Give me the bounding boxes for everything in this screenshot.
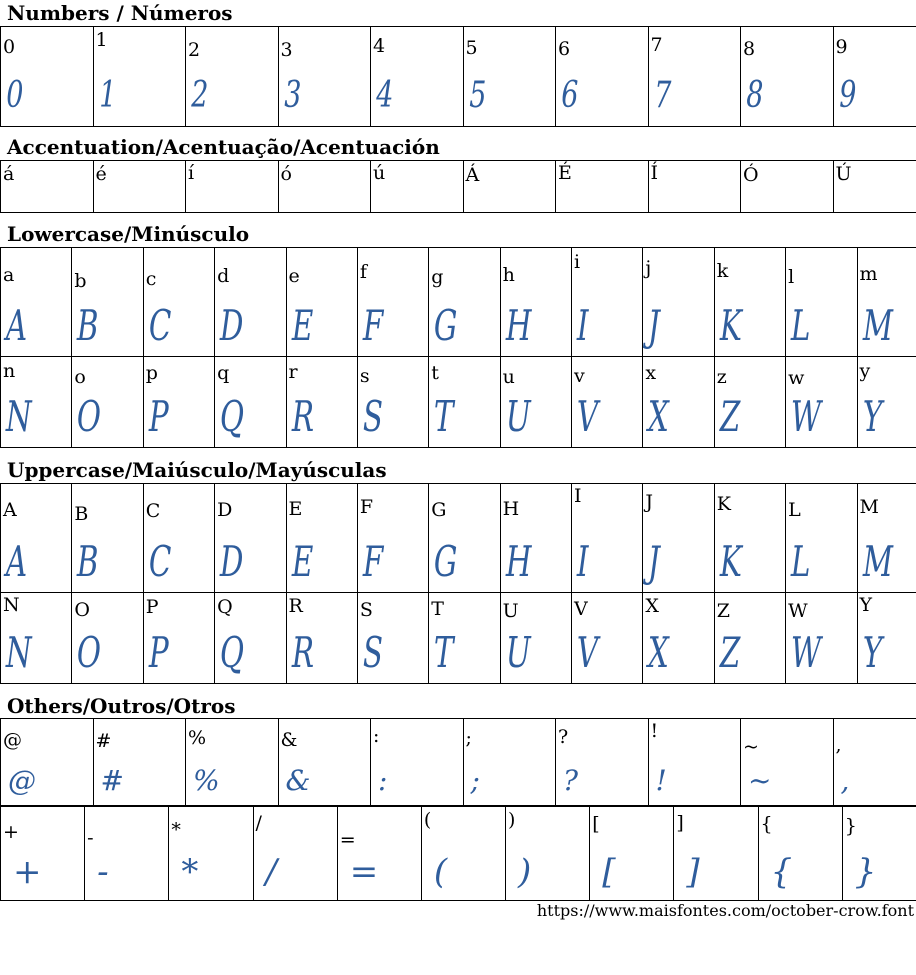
other-cell-label: ;: [465, 727, 472, 749]
lowercase-cell: [714, 248, 785, 357]
uppercase-cell-label: Q: [217, 596, 233, 618]
lowercase-cell-label: y: [859, 360, 871, 382]
accent-cell-label: ú: [373, 162, 386, 184]
uppercase-cell-glyph: R: [291, 628, 314, 677]
accent-cell-label: í: [188, 162, 195, 184]
other-cell: [93, 719, 186, 806]
number-cell-label: 3: [280, 39, 293, 61]
uppercase-cell: [786, 484, 857, 593]
lowercase-cell-label: x: [645, 362, 657, 384]
other-cell-glyph: *: [181, 852, 199, 892]
lowercase-cell-glyph: G: [434, 301, 458, 350]
accent-cell: [833, 161, 916, 213]
accent-cell-label: É: [558, 162, 572, 184]
lowercase-cell: [500, 357, 571, 448]
uppercase-cell: [643, 593, 714, 684]
lowercase-cell: [857, 248, 916, 357]
other-cell-glyph: ,: [840, 764, 850, 797]
number-cell-label: 8: [743, 38, 756, 60]
lowercase-cell-label: p: [145, 362, 158, 384]
lowercase-cell-label: n: [3, 360, 16, 382]
number-cell-glyph: 2: [191, 75, 209, 116]
other-cell: [556, 719, 649, 806]
other-cell-label: {: [760, 813, 773, 835]
lowercase-cell-glyph: U: [505, 392, 531, 441]
lowercase-cell-label: b: [74, 270, 87, 292]
uppercase-cell-glyph: Z: [719, 628, 741, 677]
other-cell-glyph: %: [193, 764, 220, 797]
lowercase-cell-glyph: V: [576, 392, 599, 441]
uppercase-cell-glyph: O: [77, 628, 102, 677]
uppercase-cell: [500, 484, 571, 593]
other-cell-label: !: [650, 720, 659, 742]
uppercase-cell: [643, 484, 714, 593]
uppercase-cell-glyph: C: [148, 537, 172, 586]
accent-cell: [1, 161, 94, 213]
uppercase-cell: [357, 593, 428, 684]
number-cell-label: 9: [835, 36, 848, 58]
number-cell: [556, 27, 649, 127]
other-cell-label: ?: [558, 726, 569, 748]
accent-cell: [186, 161, 279, 213]
lowercase-cell-glyph: M: [862, 301, 893, 350]
uppercase-cell-label: E: [288, 498, 303, 520]
other-cell-label: &: [280, 729, 298, 751]
lowercase-cell-label: e: [288, 265, 300, 287]
other-cell-label: ]: [676, 812, 684, 834]
other-cell-glyph: +: [13, 852, 42, 892]
other-cell-glyph: :: [378, 764, 388, 797]
lowercase-cell: [215, 248, 286, 357]
lowercase-cell-glyph: I: [576, 301, 589, 350]
other-cell-glyph: !: [655, 764, 667, 797]
section-header-uppercase: Uppercase/Maiúsculo/Mayúsculas: [7, 458, 387, 482]
other-cell: [1, 807, 85, 901]
accent-cell-label: Ó: [743, 164, 759, 186]
other-cell: [590, 807, 674, 901]
lowercase-cell-label: u: [502, 366, 515, 388]
number-cell-label: 4: [373, 35, 386, 57]
number-cell-label: 6: [558, 38, 571, 60]
other-cell-label: #: [95, 730, 112, 752]
uppercase-cell: [429, 484, 500, 593]
lowercase-cell-glyph: B: [77, 301, 99, 350]
other-cell-glyph: [: [602, 852, 616, 892]
other-cell: [741, 719, 834, 806]
lowercase-cell-glyph: A: [5, 301, 28, 350]
other-cell-glyph: ?: [563, 764, 579, 797]
lowercase-cell-label: d: [217, 265, 230, 287]
uppercase-cell: [857, 484, 916, 593]
lowercase-cell-glyph: N: [5, 392, 32, 441]
uppercase-cell: [572, 593, 643, 684]
uppercase-cell-label: C: [145, 500, 161, 522]
numbers-table: [0, 26, 916, 127]
lowercase-cell: [357, 248, 428, 357]
other-cell: [833, 719, 916, 806]
number-cell-glyph: 4: [376, 75, 394, 116]
uppercase-cell: [1, 593, 72, 684]
lowercase-cell-glyph: Z: [719, 392, 741, 441]
uppercase-cell: [714, 593, 785, 684]
lowercase-cell-label: h: [502, 264, 515, 286]
other-cell: [463, 719, 556, 806]
uppercase-cell-label: O: [74, 599, 90, 621]
uppercase-cell-glyph: I: [576, 537, 589, 586]
accent-cell-label: Á: [465, 164, 480, 186]
number-cell: [648, 27, 741, 127]
uppercase-cell: [786, 593, 857, 684]
uppercase-cell-label: I: [574, 485, 582, 507]
number-cell-label: 7: [650, 34, 663, 56]
accent-cell: [93, 161, 186, 213]
other-cell: [506, 807, 590, 901]
uppercase-cell-label: B: [74, 503, 89, 525]
lowercase-cell-label: f: [359, 261, 367, 283]
other-cell-label: [: [592, 813, 600, 835]
accent-cell-label: é: [95, 163, 107, 185]
lowercase-cell-label: w: [788, 367, 805, 389]
uppercase-cell-glyph: J: [648, 537, 661, 586]
number-cell: [278, 27, 371, 127]
uppercase-cell-label: L: [788, 499, 801, 521]
lowercase-cell-label: t: [431, 362, 439, 384]
lowercase-cell: [143, 357, 214, 448]
other-cell-glyph: ): [518, 852, 532, 892]
section-header-numbers: Numbers / Números: [7, 1, 233, 25]
uppercase-cell-glyph: S: [362, 628, 383, 677]
other-cell: [1, 719, 94, 806]
number-cell-label: 0: [3, 36, 16, 58]
lowercase-cell-glyph: W: [791, 392, 822, 441]
lowercase-cell: [72, 248, 143, 357]
lowercase-cell: [714, 357, 785, 448]
lowercase-cell-label: r: [288, 361, 298, 383]
other-cell-glyph: ;: [470, 764, 480, 797]
source-url: https://www.maisfontes.com/october-crow.font: [536, 901, 914, 920]
uppercase-cell: [1, 484, 72, 593]
lowercase-cell-label: a: [3, 264, 15, 286]
other-cell: [278, 719, 371, 806]
uppercase-cell: [143, 484, 214, 593]
lowercase-cell-label: v: [574, 365, 585, 387]
lowercase-cell-glyph: E: [291, 301, 313, 350]
other-cell-label: @: [3, 729, 22, 751]
accent-cell: [556, 161, 649, 213]
number-cell: [371, 27, 464, 127]
number-cell-label: 1: [95, 29, 108, 51]
lowercase-cell-glyph: C: [148, 301, 172, 350]
lowercase-cell-label: g: [431, 266, 444, 288]
lowercase-cell: [572, 248, 643, 357]
uppercase-cell: [215, 484, 286, 593]
number-cell: [833, 27, 916, 127]
other-cell-glyph: (: [433, 852, 448, 892]
uppercase-cell-glyph: H: [505, 537, 532, 586]
other-cell-glyph: {: [770, 852, 793, 892]
lowercase-cell-label: j: [645, 257, 652, 279]
number-cell-glyph: 5: [468, 75, 486, 116]
lowercase-cell-glyph: P: [148, 392, 169, 441]
number-cell-label: 2: [188, 39, 201, 61]
uppercase-cell: [357, 484, 428, 593]
accent-cell-label: ó: [280, 163, 292, 185]
accent-cell: [463, 161, 556, 213]
other-cell-label: %: [188, 727, 207, 749]
uppercase-cell-glyph: D: [220, 537, 244, 586]
uppercase-cell: [429, 593, 500, 684]
others-table-row1: [0, 718, 916, 806]
lowercase-cell-label: i: [574, 251, 581, 273]
number-cell-label: 5: [465, 37, 478, 59]
number-cell: [463, 27, 556, 127]
other-cell: [371, 719, 464, 806]
uppercase-cell: [286, 593, 357, 684]
uppercase-cell-label: P: [145, 596, 159, 618]
uppercase-cell-label: J: [645, 491, 653, 513]
other-cell-glyph: ~: [748, 764, 772, 797]
other-cell-glyph: #: [100, 764, 124, 797]
uppercase-cell: [500, 593, 571, 684]
lowercase-cell-glyph: H: [505, 301, 532, 350]
accent-cell: [371, 161, 464, 213]
other-cell-glyph: /: [265, 852, 277, 892]
uppercase-cell: [72, 484, 143, 593]
uppercase-cell-glyph: E: [291, 537, 313, 586]
other-cell: [85, 807, 169, 901]
other-cell: [674, 807, 758, 901]
uppercase-cell-label: A: [3, 499, 17, 521]
uppercase-cell-label: F: [359, 496, 374, 518]
number-cell: [741, 27, 834, 127]
lowercase-cell: [786, 357, 857, 448]
uppercase-cell-glyph: Y: [862, 628, 882, 677]
lowercase-cell-glyph: X: [648, 392, 670, 441]
lowercase-cell-label: z: [716, 366, 727, 388]
uppercase-cell-glyph: N: [5, 628, 32, 677]
uppercase-cell-label: U: [502, 600, 519, 622]
number-cell-glyph: 6: [561, 75, 579, 116]
number-cell-glyph: 7: [653, 75, 671, 116]
other-cell-label: ~: [743, 736, 759, 758]
lowercase-cell-label: k: [716, 260, 729, 282]
uppercase-cell-label: K: [716, 493, 731, 515]
lowercase-cell-glyph: Q: [220, 392, 245, 441]
other-cell-label: +: [3, 821, 19, 843]
uppercase-cell-glyph: Q: [220, 628, 245, 677]
number-cell-glyph: 0: [6, 75, 24, 116]
lowercase-cell-glyph: R: [291, 392, 314, 441]
uppercase-cell: [143, 593, 214, 684]
number-cell-glyph: 3: [283, 75, 301, 116]
lowercase-cell-glyph: J: [648, 301, 661, 350]
accent-cell-label: á: [3, 163, 15, 185]
uppercase-cell-glyph: M: [862, 537, 893, 586]
lowercase-cell-label: q: [217, 362, 230, 384]
uppercase-cell-glyph: X: [648, 628, 670, 677]
uppercase-cell: [714, 484, 785, 593]
lowercase-cell-glyph: O: [77, 392, 102, 441]
lowercase-table: [0, 247, 916, 448]
lowercase-cell-glyph: T: [434, 392, 454, 441]
number-cell: [186, 27, 279, 127]
other-cell: [842, 807, 916, 901]
other-cell-label: *: [171, 819, 181, 841]
lowercase-cell-label: c: [145, 268, 157, 290]
other-cell-glyph: =: [349, 852, 379, 892]
other-cell: [337, 807, 421, 901]
uppercase-cell-label: V: [574, 598, 588, 620]
lowercase-cell: [286, 248, 357, 357]
lowercase-cell: [357, 357, 428, 448]
section-header-lowercase: Lowercase/Minúsculo: [7, 222, 250, 246]
lowercase-cell: [786, 248, 857, 357]
uppercase-cell-label: Y: [859, 594, 873, 616]
uppercase-cell: [215, 593, 286, 684]
lowercase-cell-glyph: K: [719, 301, 742, 350]
uppercase-cell-label: T: [431, 598, 444, 620]
lowercase-cell: [286, 357, 357, 448]
number-cell-glyph: 1: [98, 75, 116, 116]
uppercase-cell-glyph: B: [77, 537, 99, 586]
uppercase-cell-glyph: V: [576, 628, 599, 677]
uppercase-cell-glyph: F: [362, 537, 384, 586]
lowercase-cell: [500, 248, 571, 357]
other-cell-glyph: -: [97, 852, 109, 892]
accent-cell-label: Ú: [835, 163, 852, 185]
other-cell-label: ): [508, 809, 516, 831]
other-cell: [648, 719, 741, 806]
lowercase-cell: [572, 357, 643, 448]
accent-cell: [648, 161, 741, 213]
number-cell: [1, 27, 94, 127]
lowercase-cell: [429, 248, 500, 357]
uppercase-cell-glyph: A: [5, 537, 28, 586]
other-cell-glyph: &: [285, 764, 311, 797]
uppercase-cell-label: M: [859, 496, 879, 518]
lowercase-cell-glyph: S: [362, 392, 383, 441]
uppercase-cell: [857, 593, 916, 684]
other-cell-glyph: @: [8, 764, 36, 797]
lowercase-cell: [643, 248, 714, 357]
lowercase-cell-glyph: D: [220, 301, 244, 350]
section-header-others: Others/Outros/Otros: [7, 694, 236, 718]
uppercase-cell-label: X: [645, 595, 659, 617]
other-cell-glyph: ]: [686, 852, 700, 892]
lowercase-cell-label: l: [788, 266, 795, 288]
lowercase-cell: [215, 357, 286, 448]
uppercase-cell-glyph: U: [505, 628, 531, 677]
other-cell-label: /: [255, 812, 262, 834]
lowercase-cell: [1, 248, 72, 357]
lowercase-cell-label: o: [74, 366, 86, 388]
lowercase-cell-glyph: F: [362, 301, 384, 350]
uppercase-cell-label: N: [3, 594, 20, 616]
other-cell: [186, 719, 279, 806]
lowercase-cell-label: s: [359, 365, 370, 387]
others-table-row2: [0, 806, 916, 901]
other-cell-label: =: [339, 829, 356, 851]
accent-cell: [741, 161, 834, 213]
other-cell-label: }: [844, 815, 857, 837]
uppercase-cell: [286, 484, 357, 593]
section-header-accents: Accentuation/Acentuação/Acentuación: [7, 135, 440, 159]
uppercase-cell-glyph: L: [791, 537, 811, 586]
other-cell-label: :: [373, 725, 380, 747]
lowercase-cell: [857, 357, 916, 448]
uppercase-cell-label: D: [217, 499, 233, 521]
uppercase-cell: [572, 484, 643, 593]
uppercase-cell-label: S: [359, 599, 373, 621]
accent-cell: [278, 161, 371, 213]
other-cell: [169, 807, 253, 901]
uppercase-cell-glyph: T: [434, 628, 454, 677]
uppercase-cell-glyph: P: [148, 628, 169, 677]
uppercase-cell-label: G: [431, 499, 447, 521]
lowercase-cell: [643, 357, 714, 448]
uppercase-table: [0, 483, 916, 684]
uppercase-cell-glyph: W: [791, 628, 822, 677]
other-cell: [421, 807, 505, 901]
other-cell-label: -: [87, 827, 94, 849]
number-cell-glyph: 9: [838, 75, 856, 116]
uppercase-cell-label: W: [788, 600, 808, 622]
accents-table: [0, 160, 916, 213]
uppercase-cell: [72, 593, 143, 684]
other-cell-label: (: [423, 809, 432, 831]
lowercase-cell-glyph: L: [791, 301, 811, 350]
uppercase-cell-glyph: K: [719, 537, 742, 586]
other-cell: [758, 807, 842, 901]
other-cell: [253, 807, 337, 901]
uppercase-cell-label: R: [288, 595, 303, 617]
lowercase-cell: [429, 357, 500, 448]
lowercase-cell-label: m: [859, 263, 878, 285]
number-cell: [93, 27, 186, 127]
uppercase-cell-label: H: [502, 498, 520, 520]
lowercase-cell: [143, 248, 214, 357]
other-cell-label: ,: [835, 734, 842, 756]
uppercase-cell-glyph: G: [434, 537, 458, 586]
number-cell-glyph: 8: [746, 75, 764, 116]
uppercase-cell-label: Z: [716, 600, 730, 622]
lowercase-cell-glyph: Y: [862, 392, 882, 441]
accent-cell-label: Í: [650, 162, 659, 184]
lowercase-cell: [72, 357, 143, 448]
lowercase-cell: [1, 357, 72, 448]
other-cell-glyph: }: [854, 852, 877, 892]
